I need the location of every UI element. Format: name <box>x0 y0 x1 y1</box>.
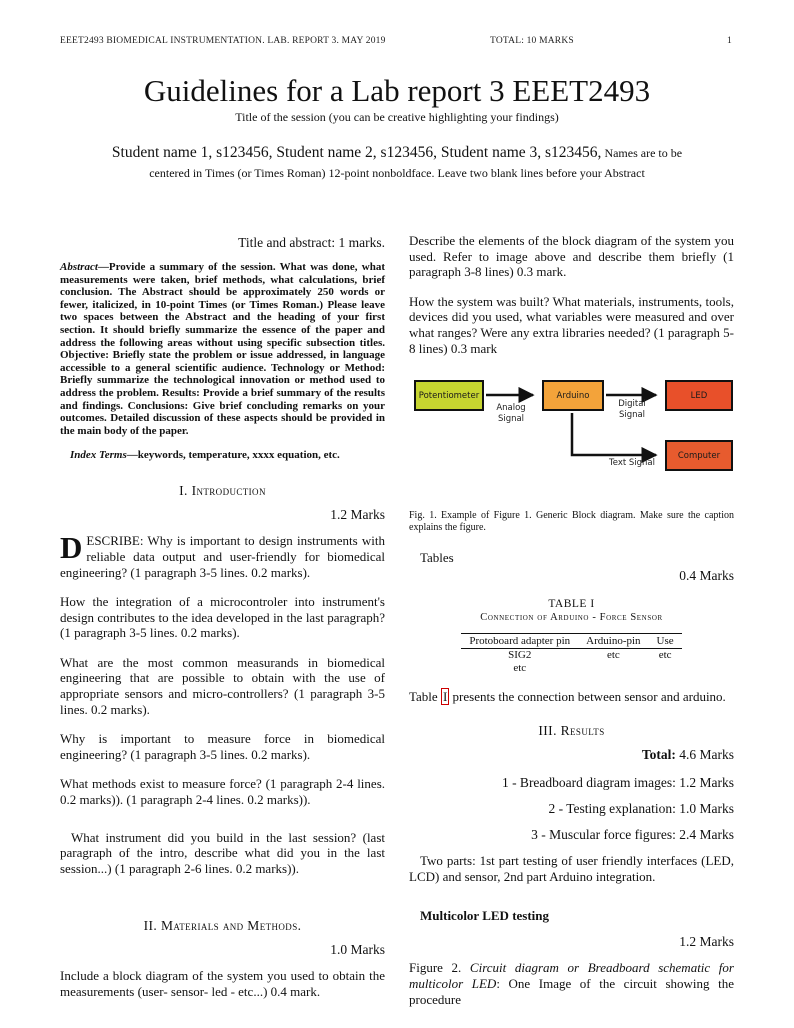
header-course-title: EEET2493 BIOMEDICAL INSTRUMENTATION. LAB. REPORT 3. MAY 2019 <box>60 36 386 46</box>
abstract-dash: — <box>97 261 109 273</box>
section-heading-results: III. Results <box>538 723 605 739</box>
materials-marks-line: 1.0 Marks <box>330 942 385 958</box>
right-column <box>409 233 734 1010</box>
result-item-breadboard: 1 - Breadboard diagram images: 1.2 Marks <box>501 775 734 791</box>
system-built-paragraph: How the system was built? What materials, instruments, tools, devices did you used, what variables were measured and over what ranges? Were any extra libraries needed? (1 paragraph 5-8 lines) 0.3 mark <box>409 293 734 356</box>
table1-cell <box>649 662 682 675</box>
author-line <box>97 143 697 183</box>
abstract-label: Abstract <box>60 261 98 273</box>
subheading-multicolor-led: Multicolor LED testing <box>420 908 550 924</box>
diagram-label-text-signal: Text Signal <box>609 458 656 469</box>
table1-cell: etc <box>606 649 620 662</box>
table1-col-protoboard: Protoboard adapter pin <box>461 634 578 649</box>
figure1-caption: Fig. 1. Example of Figure 1. Generic Block diagram. Make sure the caption explains the figure. <box>409 510 734 534</box>
section-heading-introduction: I. Introduction <box>179 483 266 499</box>
table1-block <box>409 598 734 675</box>
two-column-body <box>60 233 734 1010</box>
table1-cell: SIG2 <box>508 649 532 662</box>
abstract-text: Provide a summary of the session. What was done, what measurements were taken, brief methods, what calculations, brief conclusion. The Abstract should be approximately 250 words or fewer, italicized, in 10-point Times (or Times Roman.) Please leave two spaces between the Abstract and the heading of your first section. It should briefly summarize the essence of the paper and address the following areas without using specific subsection titles. Objective: Briefly state the problem or issue addressed, in language accessible to a general scientific audience. Technology or Method: Briefly summarize the technological innovation or method used to address the problem. Results: Provide a brief summary of the results and findings. Conclusions: Give brief concluding remarks on your outcomes. Detailed discussion of these aspects should be provided in the main body of the paper. <box>60 261 385 437</box>
table-ref-link[interactable]: I <box>442 689 448 705</box>
table1-caption: Connection of Arduino - Force Sensor <box>480 612 663 624</box>
two-parts-paragraph: Two parts: 1st part testing of user friendly interfaces (LED, LCD) and sensor, 2nd part Arduino integration. <box>409 853 734 884</box>
intro-paragraph-1-text: ESCRIBE: Why is important to design instruments with reliable data output and user-friendly for biomedical engineering? (1 paragraph 3-5 lines. 0.2 marks). <box>60 533 385 580</box>
table1-header-row <box>461 634 681 649</box>
introduction-marks-line: 1.2 Marks <box>330 507 385 523</box>
table1-col-use: Use <box>649 634 682 649</box>
tables-marks-line: 0.4 Marks <box>679 568 734 584</box>
table-row <box>461 662 681 675</box>
intro-paragraph-1 <box>60 530 385 580</box>
result-item-testing: 2 - Testing explanation: 1.0 Marks <box>548 801 734 817</box>
intro-paragraph-2: How the integration of a microcontroler into instrument's design contributes to the idea developed in the last paragraph? (1 paragraph 3-5 lines. 0.2 marks). <box>60 594 385 641</box>
diagram-box-arduino: Arduino <box>542 380 604 411</box>
table1-cell: etc <box>658 649 672 662</box>
index-terms-text: keywords, temperature, xxxx equation, etc. <box>137 449 340 462</box>
figure2-paragraph <box>409 960 734 1007</box>
page-number: 1 <box>727 36 732 46</box>
table1-cell: etc <box>513 662 527 675</box>
diagram-label-analog-signal: Analog Signal <box>496 403 526 424</box>
results-total-label: Total: <box>641 747 676 763</box>
diagram-box-potentiometer: Potentiometer <box>414 380 484 411</box>
author-names: Student name 1, s123456, Student name 2, s123456, Student name 3, s123456, <box>111 144 602 161</box>
result-item-muscular: 3 - Muscular force figures: 2.4 Marks <box>531 827 734 843</box>
paper-subtitle: Title of the session (you can be creative highlighting your findings) <box>235 110 559 124</box>
tables-paragraph: Tables <box>420 550 454 566</box>
materials-paragraph-1: Include a block diagram of the system you used to obtain the measurements (user- sensor- led - etc...) 0.4 mark. <box>60 968 385 999</box>
index-terms-paragraph <box>60 449 385 461</box>
drop-cap: D <box>60 530 83 566</box>
author-note: Names are to be centered in Times (or Times Roman) 12-point nonboldface. Leave two blank lines before your Abstract <box>149 146 683 180</box>
multicolor-marks-line: 1.2 Marks <box>679 934 734 950</box>
table-ref-after: presents the connection between sensor and arduino. <box>449 689 726 705</box>
table1-label: TABLE I <box>548 598 595 611</box>
table-reference-sentence <box>409 689 734 705</box>
index-terms-label: Index Terms <box>70 449 127 462</box>
figure1-block-diagram <box>409 372 734 492</box>
table-row <box>461 649 681 663</box>
table1 <box>461 633 681 675</box>
paper-title: Guidelines for a Lab report 3 EEET2493 <box>143 73 651 108</box>
running-header <box>60 36 734 50</box>
title-block <box>60 74 734 183</box>
abstract-paragraph <box>60 261 385 437</box>
results-total-line <box>409 747 734 763</box>
intro-paragraph-5: What methods exist to measure force? (1 paragraph 2-4 lines. 0.2 marks)). (1 paragraph 2-4 lines. 0.2 marks)). <box>60 776 385 808</box>
intro-paragraph-6: What instrument did you build in the last session? (last paragraph of the intro, describe what did you in the last session...) (1 paragraph 2-6 lines. 0.2 marks)). <box>60 829 385 876</box>
diagram-box-led: LED <box>665 380 733 411</box>
figure2-italic-title: Circuit diagram or Breadboard schematic for multicolor LED <box>409 960 734 991</box>
table-ref-before: Table <box>409 689 441 705</box>
diagram-box-computer: Computer <box>665 440 733 471</box>
figure2-rest: : One Image of the circuit showing the procedure <box>409 975 734 1007</box>
section-heading-materials: II. Materials and Methods. <box>143 918 302 934</box>
table1-col-arduino-pin: Arduino-pin <box>578 634 648 649</box>
intro-paragraph-3: What are the most common measurands in biomedical engineering that are possible to obtain with the use of appropriate sensors and micro-controllers? (1 paragraph 3-5 lines. 0.2 marks). <box>60 654 385 717</box>
intro-paragraph-4: Why is important to measure force in biomedical engineering? (1 paragraph 3-5 lines. 0.2 marks). <box>60 731 385 762</box>
diagram-label-digital-signal: Digital Signal <box>618 399 646 420</box>
table1-cell <box>578 662 648 675</box>
figure2-prefix: Figure 2. <box>409 960 470 976</box>
left-column <box>60 233 385 1010</box>
block-diagram-paragraph: Describe the elements of the block diagram of the system you used. Refer to image above and describe them briefly (1 paragraph 3-8 lines) 0.3 mark. <box>409 233 734 280</box>
abstract-marks-line: Title and abstract: 1 marks. <box>238 235 385 250</box>
results-total-value: 4.6 Marks <box>679 747 734 763</box>
index-terms-dash: — <box>126 449 138 462</box>
header-total-marks: TOTAL: 10 MARKS <box>490 36 574 46</box>
